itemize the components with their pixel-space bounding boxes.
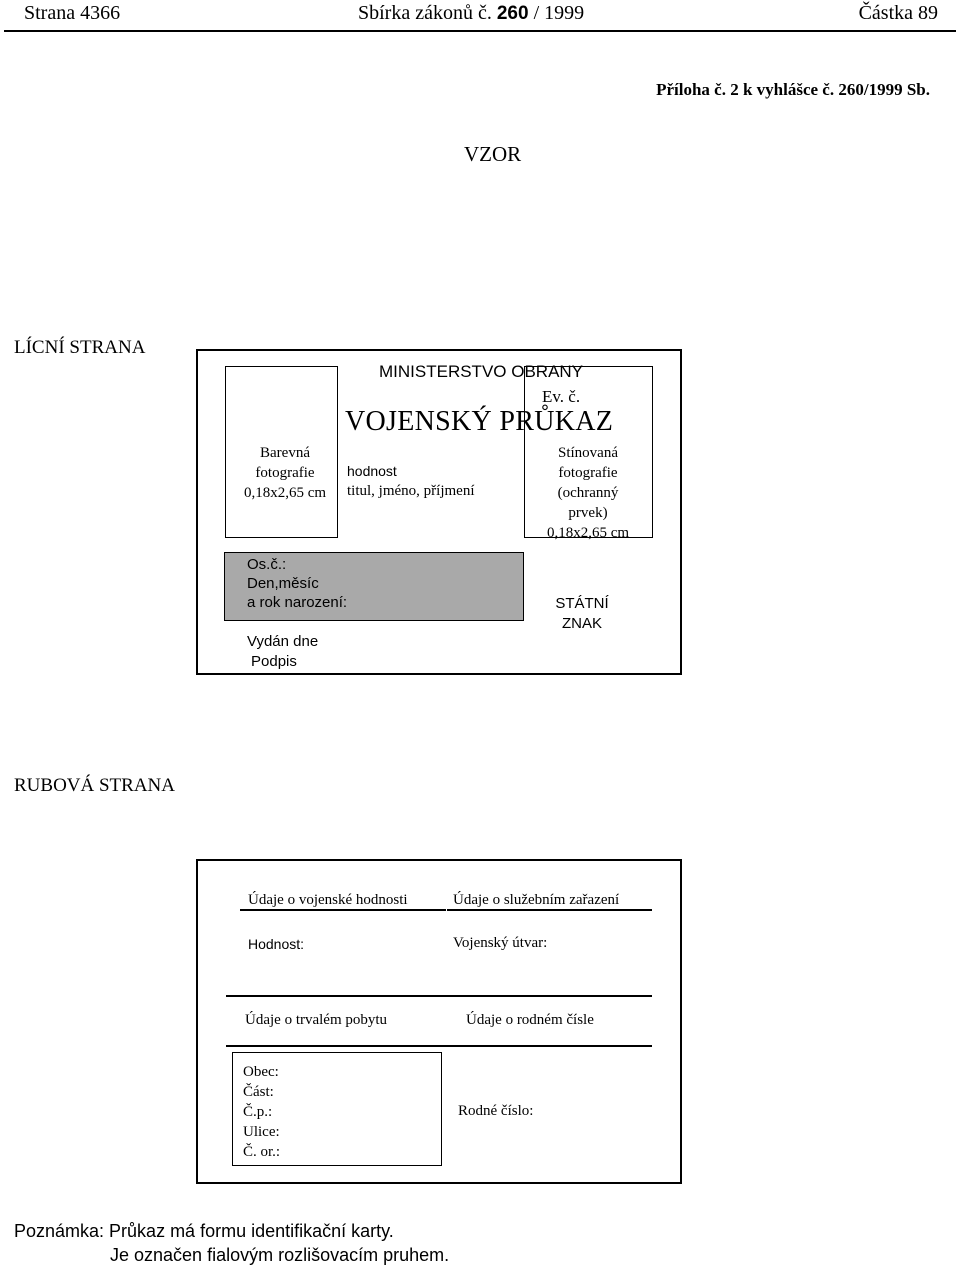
shaded-photo-line-1: Stínovaná: [558, 445, 618, 461]
collection-year: / 1999: [533, 2, 585, 24]
residence-header: Údaje o trvalém pobytu: [245, 1012, 388, 1028]
service-header: Údaje o služebním zařazení: [453, 892, 620, 908]
residence-street: Ulice:: [243, 1124, 280, 1140]
state-emblem-line-2: ZNAK: [561, 615, 602, 632]
shaded-photo-line-2: fotografie: [558, 465, 618, 481]
evidence-number: Ev. č.: [542, 387, 581, 406]
front-section-label: LÍCNÍ STRANA: [14, 337, 146, 358]
back-section-label: RUBOVÁ STRANA: [14, 775, 175, 796]
collection-title: [358, 2, 584, 25]
residence-municipality: Obec:: [243, 1064, 279, 1080]
rank-field-label: Hodnost:: [248, 936, 305, 952]
color-photo-line-1: Barevná: [260, 445, 310, 461]
service-header-rule: [447, 909, 652, 911]
shaded-photo-line-4: prvek): [568, 505, 608, 521]
residence-orientation-number: Č. or.:: [243, 1144, 281, 1160]
birth-date-label-2: a rok narození:: [247, 594, 348, 611]
note-line-1: Poznámka: Průkaz má formu identifikační karty.: [14, 1221, 394, 1241]
residence-header-rule: [226, 1045, 652, 1047]
note-line-2: Je označen fialovým rozlišovacím pruhem.: [110, 1245, 450, 1265]
shaded-photo-line-5: 0,18x2,65 cm: [546, 525, 630, 541]
residence-fields: [243, 1062, 280, 1162]
military-rank-header-rule: [240, 909, 446, 911]
color-photo-label: [230, 443, 340, 503]
name-label: titul, jméno, příjmení: [347, 483, 475, 499]
color-photo-line-3: 0,18x2,65 cm: [243, 485, 327, 501]
page-number: Strana 4366: [24, 2, 121, 24]
rank-label: hodnost: [347, 463, 397, 479]
page-title: VZOR: [464, 142, 522, 166]
ministry-name: MINISTERSTVO OBRANY: [379, 362, 584, 381]
signature-label: Podpis: [251, 653, 297, 670]
state-emblem-placeholder: [542, 594, 622, 634]
collection-prefix: Sbírka zákonů č.: [358, 2, 492, 24]
shaded-photo-label: [524, 443, 652, 543]
residence-house-number: Č.p.:: [243, 1104, 273, 1120]
military-rank-header: Údaje o vojenské hodnosti: [248, 892, 408, 908]
volume-part: Částka 89: [858, 2, 938, 24]
birth-date-label-1: Den,měsíc: [247, 575, 319, 592]
color-photo-line-2: fotografie: [255, 465, 315, 481]
section-divider: [226, 995, 652, 997]
birth-number-header: Údaje o rodném čísle: [466, 1012, 594, 1028]
unit-field-label: Vojenský útvar:: [453, 935, 548, 951]
residence-district: Část:: [243, 1084, 274, 1100]
attachment-note: Příloha č. 2 k vyhlášce č. 260/1999 Sb.: [656, 80, 930, 99]
issued-label: Vydán dne: [247, 633, 319, 650]
birth-number-label: Rodné číslo:: [458, 1103, 534, 1119]
card-title: VOJENSKÝ PRŮKAZ: [345, 406, 614, 437]
header-divider: [4, 30, 956, 32]
shaded-photo-line-3: (ochranný: [557, 485, 619, 501]
state-emblem-line-1: STÁTNÍ: [555, 595, 609, 612]
collection-number: 260: [496, 3, 529, 24]
personal-id-label: Os.č.:: [247, 556, 287, 573]
